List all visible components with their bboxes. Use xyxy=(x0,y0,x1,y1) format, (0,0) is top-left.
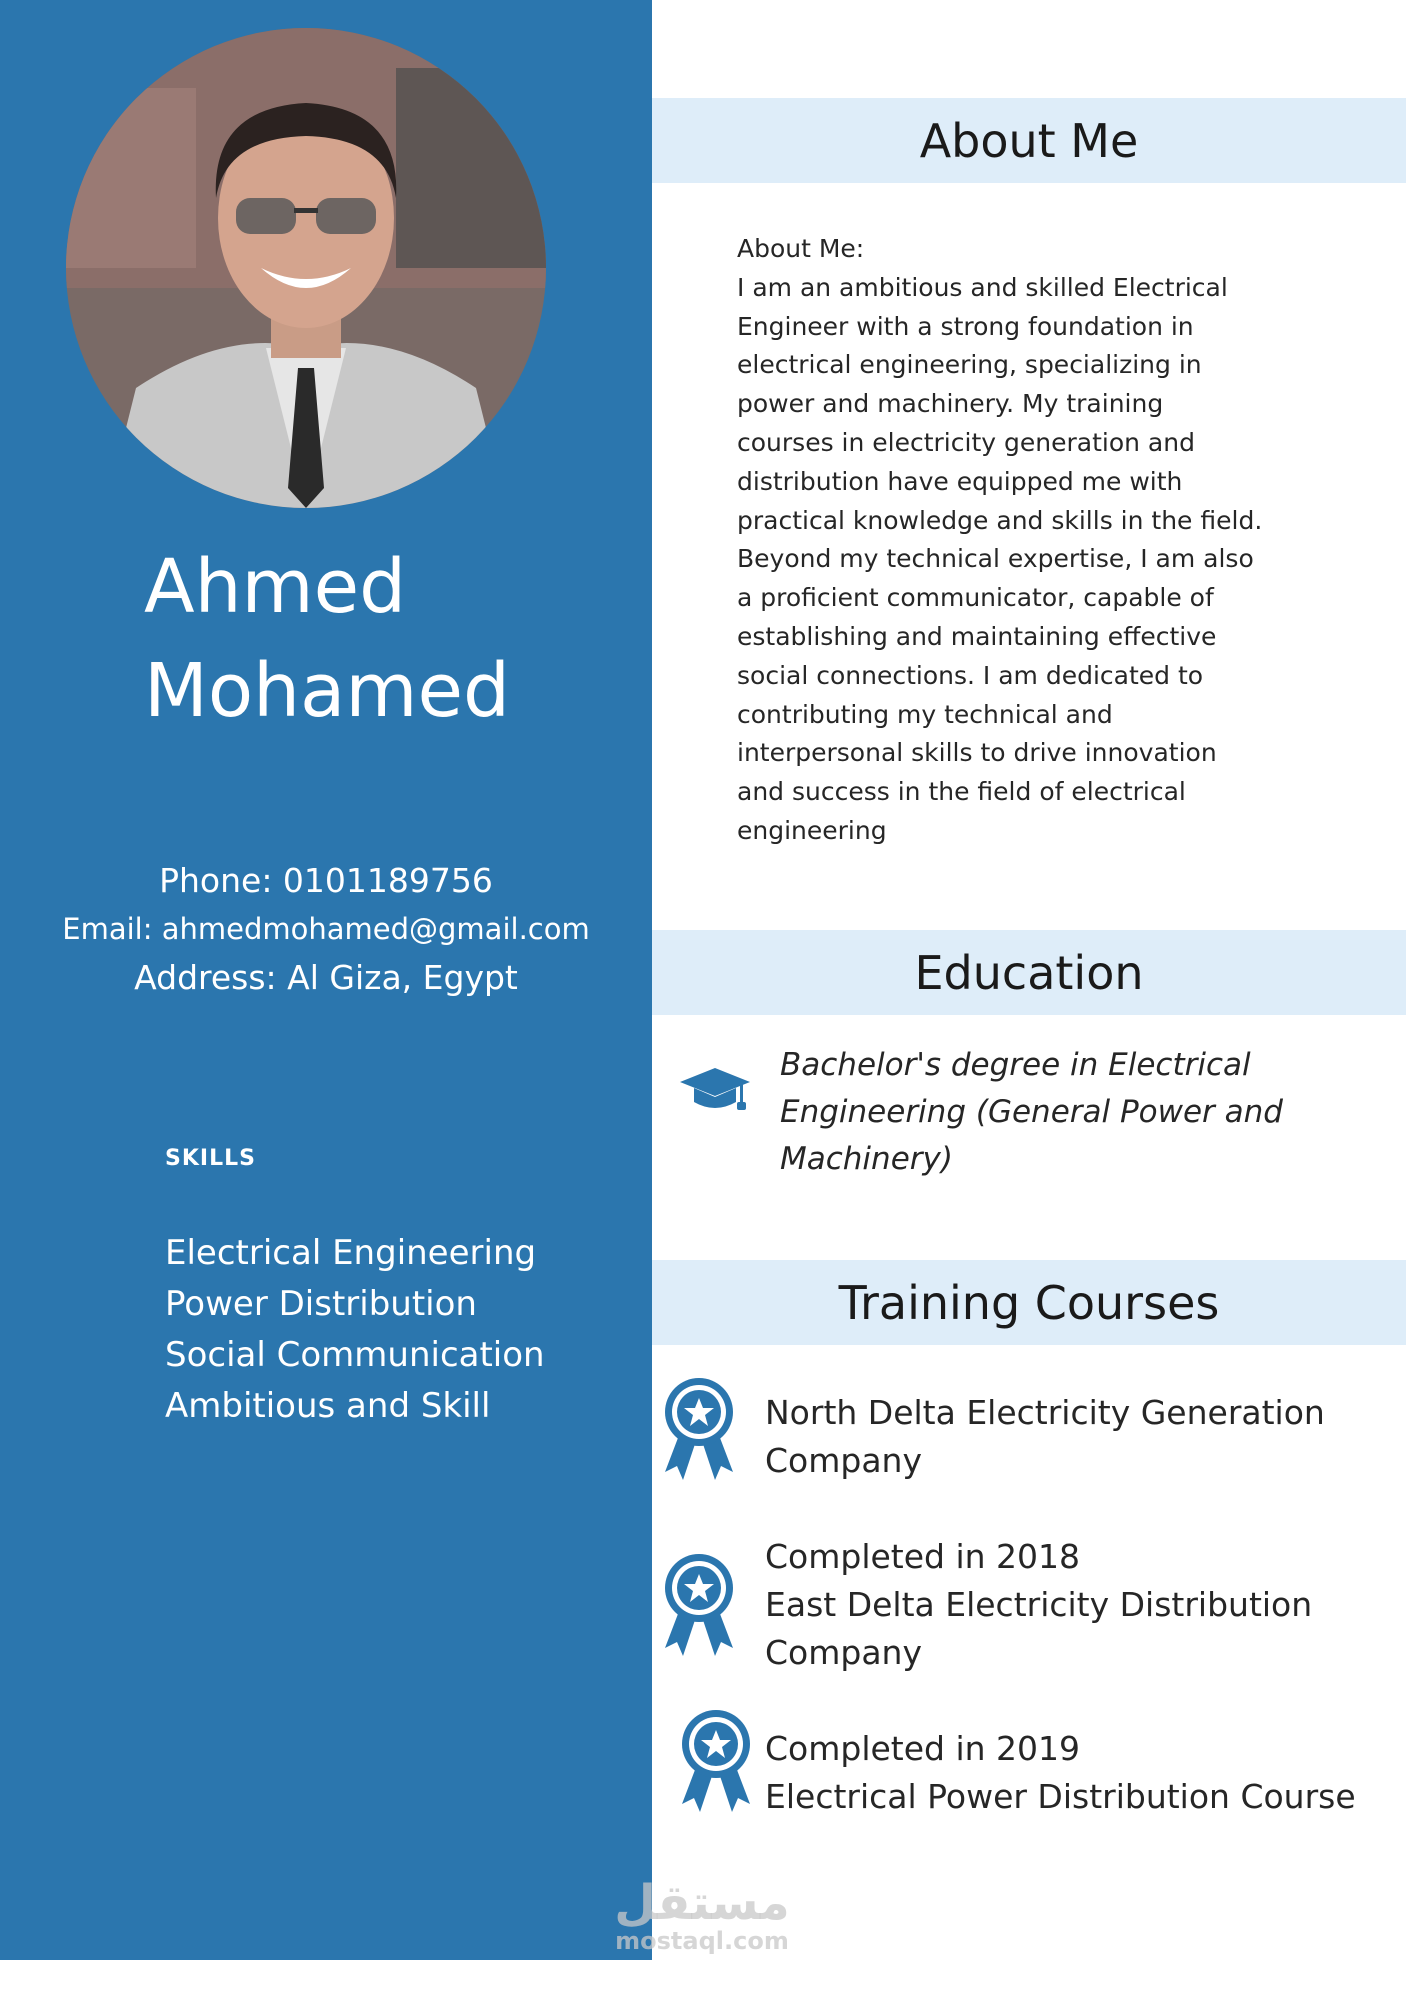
course-line: Completed in 2019 xyxy=(765,1729,1081,1768)
skill-item: Electrical Engineering xyxy=(165,1233,537,1273)
watermark xyxy=(612,1875,792,1955)
profile-photo xyxy=(66,28,546,508)
about-heading: About Me xyxy=(919,113,1139,168)
about-text: About Me: I am an ambitious and skilled Electrical Engineer with a strong foundation in electrical engineering, specializing in power and machinery. My training courses in electricity generation and distribution have equipped me with practical knowledge and skills in the field. Beyond my technical expertise, I am also a proficient communicator, capable of establishing and maintaining effective social connections. I am dedicated to contributing my technical and interpersonal skills to drive innovation and success in the field of electrical engineering xyxy=(737,234,1263,845)
address-text: Address: Al Giza, Egypt xyxy=(134,958,518,997)
skills-heading: SKILLS xyxy=(165,1146,256,1171)
course-line: Completed in 2018 xyxy=(765,1537,1081,1576)
skills-list xyxy=(165,1228,545,1432)
training-heading: Training Courses xyxy=(838,1275,1220,1330)
course-line: Company xyxy=(765,1633,922,1672)
course-line: East Delta Electricity Distribution xyxy=(765,1585,1313,1624)
course-item xyxy=(765,1533,1365,1677)
watermark-url: mostaql.com xyxy=(615,1927,789,1955)
award-ribbon-icon xyxy=(659,1372,739,1484)
skill-item: Ambitious and Skill xyxy=(165,1386,491,1426)
award-ribbon-icon xyxy=(659,1548,739,1660)
full-name xyxy=(144,535,644,743)
skill-item: Power Distribution xyxy=(165,1284,477,1324)
education-heading: Education xyxy=(914,945,1144,1000)
skill-item: Social Communication xyxy=(165,1335,545,1375)
email-text: Email: ahmedmohamed@gmail.com xyxy=(62,912,590,946)
graduation-cap-icon xyxy=(678,1066,752,1116)
contact-info xyxy=(0,856,652,1004)
course-item xyxy=(765,1389,1365,1485)
course-item xyxy=(765,1725,1365,1821)
course-line: North Delta Electricity Generation xyxy=(765,1393,1325,1432)
sidebar xyxy=(0,0,652,1960)
watermark-logo: مستقل xyxy=(614,1875,790,1931)
course-line: Electrical Power Distribution Course xyxy=(765,1777,1356,1816)
training-section-header xyxy=(652,1260,1406,1345)
first-name: Ahmed xyxy=(144,544,407,630)
education-section-header xyxy=(652,930,1406,1015)
degree-text: Bachelor's degree in Electrical Engineering (General Power and Machinery) xyxy=(780,1047,1283,1177)
last-name: Mohamed xyxy=(144,648,510,734)
course-line: Company xyxy=(765,1441,922,1480)
award-ribbon-icon xyxy=(676,1704,756,1816)
phone-text: Phone: 0101189756 xyxy=(159,861,493,900)
about-section-header xyxy=(652,98,1406,183)
